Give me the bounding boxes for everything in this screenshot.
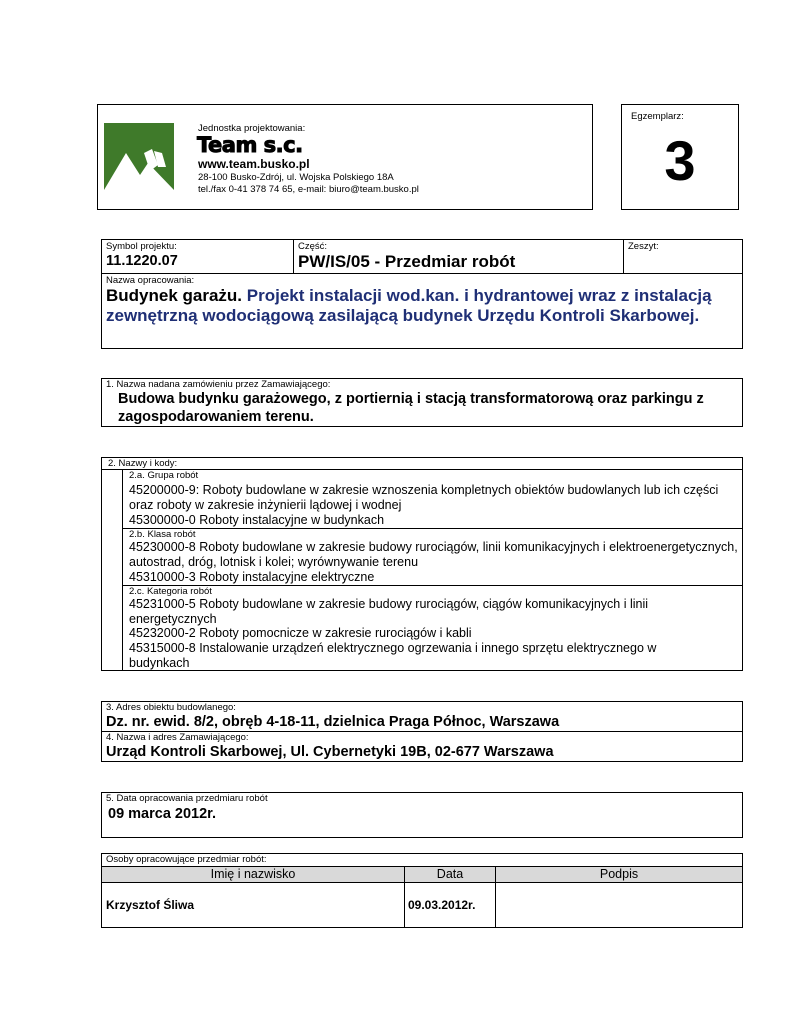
site-address-label: 3. Adres obiektu budowlanego:	[106, 702, 236, 713]
company-logo	[104, 123, 174, 190]
symbol-label: Symbol projektu:	[106, 241, 177, 252]
order-value: Budowa budynku garażowego, z portiernią i stacją transformatorową oraz parkingu z zagospodarowaniem terenu.	[118, 391, 704, 425]
group-item: 45300000-0 Roboty instalacyjne w budynkach	[129, 513, 385, 527]
authors-box	[101, 853, 743, 928]
company-website[interactable]: www.team.busko.pl	[198, 157, 310, 171]
client-label: 4. Nazwa i adres Zamawiającego:	[106, 732, 249, 743]
col-name-header: Imię i nazwisko	[210, 867, 296, 881]
company-contact: tel./fax 0-41 378 74 65, e-mail: biuro@team.busko.pl	[198, 184, 419, 195]
part-label: Część:	[298, 241, 328, 252]
copy-number: 3	[664, 129, 696, 192]
category-item: 45231000-5 Roboty budowlane w zakresie budowy rurociągów, ciągów komunikacyjnych i linii energetycznych	[129, 597, 649, 626]
order-box	[101, 378, 743, 427]
volume-label: Zeszyt:	[628, 241, 659, 252]
project-title	[106, 286, 736, 326]
class-label: 2.b. Klasa robót	[129, 529, 196, 540]
title-rest: Projekt instalacji wod.kan. i hydrantowej wraz z instalacją zewnętrzną wodociągową zasilającą budynek Urzędu Kontroli Skarbowej.	[106, 286, 712, 325]
col-sign-header: Podpis	[599, 867, 639, 881]
group-label: 2.a. Grupa robót	[129, 470, 199, 481]
project-box	[101, 239, 743, 349]
group-item: 45200000-9: Roboty budowlane w zakresie wznoszenia kompletnych obiektów budowlanych lub ich części oraz roboty w zakresie inżynierii lądowej i wodnej	[129, 483, 719, 512]
copy-box	[621, 104, 739, 210]
category-item: 45232000-2 Roboty pomocnicze w zakresie rurociągów i kabli	[129, 626, 472, 640]
company-header-box	[97, 104, 593, 210]
col-date-header: Data	[436, 867, 464, 881]
title-label: Nazwa opracowania:	[106, 275, 195, 286]
class-item: 45310000-3 Roboty instalacyjne elektryczne	[129, 570, 375, 584]
codes-label: 2. Nazwy i kody:	[108, 458, 178, 469]
part-value: PW/IS/05 - Przedmiar robót	[298, 252, 516, 271]
order-label: 1. Nazwa nadana zamówieniu przez Zamawiającego:	[106, 379, 331, 390]
symbol-value: 11.1220.07	[106, 253, 178, 269]
date-box	[101, 792, 743, 838]
unit-label: Jednostka projektowania:	[198, 123, 306, 134]
class-item: 45230000-8 Roboty budowlane w zakresie budowy rurociągów, linii komunikacyjnych i elektroenergetycznych, autostrad, dróg, lotnisk i kolei; wyrównywanie terenu	[129, 540, 738, 569]
site-address-value: Dz. nr. ewid. 8/2, obręb 4-18-11, dzielnica Praga Północ, Warszawa	[106, 714, 560, 730]
author-date: 09.03.2012r.	[408, 898, 476, 912]
site-box	[101, 701, 743, 762]
category-label: 2.c. Kategoria robót	[129, 586, 212, 597]
company-name: Team s.c.	[197, 133, 303, 157]
date-label: 5. Data opracowania przedmiaru robót	[106, 793, 268, 804]
date-value: 09 marca 2012r.	[108, 806, 217, 822]
authors-label: Osoby opracowujące przedmiar robót:	[106, 854, 267, 865]
codes-box	[101, 457, 743, 671]
company-address: 28-100 Busko-Zdrój, ul. Wojska Polskiego 18A	[198, 172, 394, 183]
category-item: 45315000-8 Instalowanie urządzeń elektrycznego ogrzewania i innego sprzętu elektrycznego w budynkach	[129, 641, 657, 670]
title-bold: Budynek garażu.	[106, 286, 243, 305]
author-name: Krzysztof Śliwa	[106, 898, 195, 912]
client-value: Urząd Kontroli Skarbowej, Ul. Cybernetyki 19B, 02-677 Warszawa	[106, 744, 554, 760]
copy-label: Egzemplarz:	[631, 111, 684, 122]
